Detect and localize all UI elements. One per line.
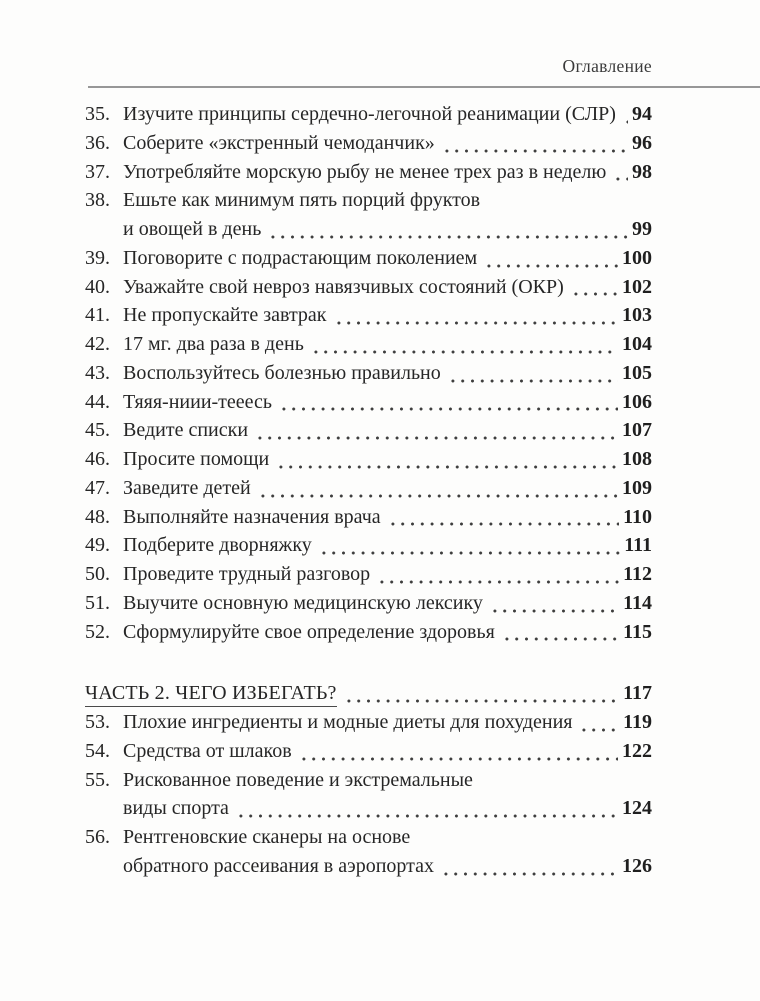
entry-number: 56. [85,826,110,848]
entry-number: 48. [85,505,110,528]
entry-title: Ешьте как минимум пять порций фруктов [123,189,481,212]
entry-number: 38. [85,189,110,212]
entry-page-number: 109 [622,476,652,499]
entry-title: Рентгеновские сканеры на основе [123,826,411,848]
table-of-contents [85,100,652,881]
entry-number: 51. [85,591,110,614]
toc-entry-line [85,330,652,359]
toc-entry-line [85,244,652,273]
entry-number: 42. [85,333,110,355]
toc-entry-line [85,531,652,560]
toc-entry-line [85,737,652,766]
dot-leader [388,503,619,532]
entry-page-number: 100 [622,246,652,269]
entry-title: и овощей в день [123,218,262,240]
entry-number: 52. [85,620,110,643]
entry-number: 35. [85,103,110,125]
section-heading-label: ЧАСТЬ 2. ЧЕГО ИЗБЕГАТЬ? [85,682,337,707]
entry-title: 17 мг. два раза в день [123,333,304,355]
entry-title: Средства от шлаков [123,739,292,762]
dot-leader [258,474,618,503]
entry-title: Ведите списки [123,419,249,442]
entry-number: 46. [85,448,110,470]
entry-title: Употребляйте морскую рыбу не менее трех раз в неделю [123,160,607,183]
entry-page-number: 102 [622,275,652,298]
entry-title: Воспользуйтесь болезнью правильно [123,361,441,384]
entry-page-number: 119 [623,711,652,733]
dot-leader [344,679,619,708]
entry-number: 43. [85,361,110,384]
entry-number: 41. [85,304,110,327]
toc-entry-line [85,388,652,417]
dot-leader [623,100,628,129]
entry-title: Плохие ингредиенты и модные диеты для похудения [123,711,573,733]
entry-page-number: 94 [632,103,652,125]
toc-entry-line [85,823,652,852]
entry-title: Выполняйте назначения врача [123,505,381,528]
entry-page-number: 126 [622,854,652,877]
entry-title: Тяяя-ниии-тееесь [123,390,273,413]
dot-leader [279,388,618,417]
toc-entry-line [85,186,652,215]
toc-section [85,679,652,880]
entry-number: 53. [85,711,110,733]
toc-entry-line [85,589,652,618]
header-rule [88,86,760,88]
entry-page-number: 103 [622,304,652,327]
dot-leader [484,244,618,273]
toc-entry-line [85,359,652,388]
entry-number: 36. [85,131,110,154]
toc-entry-line [85,100,652,129]
dot-leader [442,129,628,158]
dot-leader [377,560,619,589]
entry-number: 44. [85,390,110,413]
section-heading-text [85,679,337,708]
running-head: Оглавление [562,56,652,76]
dot-leader [276,445,618,474]
entry-page-number: 105 [622,361,652,384]
dot-leader [236,794,618,823]
dot-leader [299,737,618,766]
entry-number: 37. [85,160,110,183]
entry-title: Проведите трудный разговор [123,563,371,585]
entry-page-number: 106 [622,390,652,413]
entry-number: 49. [85,534,110,557]
entry-title: Поговорите с подрастающим поколением [123,246,478,269]
toc-entry-line [85,708,652,737]
entry-title: обратного рассеивания в аэропортах [123,854,435,877]
toc-entry-line [85,215,652,244]
toc-entry-line [85,503,652,532]
entry-page-number: 122 [622,739,652,762]
dot-leader [255,416,618,445]
toc-entry-line [85,766,652,795]
entry-page-number: 99 [632,218,652,240]
entry-page-number: 110 [623,505,652,528]
entry-page-number: 107 [622,419,652,442]
toc-entry-line [85,560,652,589]
entry-title: Подберите дворняжку [123,534,312,557]
dot-leader [311,330,618,359]
entry-title: виды спорта [123,797,229,820]
toc-entry-line [85,301,652,330]
toc-entry-line [85,129,652,158]
entry-title: Уважайте свой невроз навязчивых состояний (ОКР) [123,275,564,298]
entry-page-number: 98 [632,160,652,183]
dot-leader [490,589,619,618]
toc-entry-line [85,794,652,823]
entry-number: 54. [85,739,110,762]
entry-title: Не пропускайте завтрак [123,304,327,327]
entry-page-number: 108 [622,448,652,470]
dot-leader [502,618,619,647]
entry-title: Рискованное поведение и экстремальные [123,768,473,791]
entry-page-number: 104 [622,333,652,355]
section-page-number: 117 [623,682,652,705]
toc-entry-line [85,852,652,881]
dot-leader [334,301,618,330]
entry-number: 50. [85,563,110,585]
toc-entry-line [85,474,652,503]
entry-page-number: 111 [624,534,652,557]
entry-number: 47. [85,476,110,499]
entry-title: Просите помощи [123,448,270,470]
entry-number: 40. [85,275,110,298]
entry-page-number: 124 [622,797,652,820]
entry-title: Заведите детей [123,476,251,499]
toc-entry-line [85,273,652,302]
entry-number: 55. [85,768,110,791]
entry-title: Изучите принципы сердечно-легочной реанимации (СЛР) [123,103,616,125]
dot-leader [571,273,618,302]
toc-entry-line [85,416,652,445]
entry-page-number: 115 [623,620,652,643]
section-heading-row [85,679,652,708]
entry-title: Соберите «экстренный чемоданчик» [123,131,435,154]
toc-entry-line [85,618,652,647]
dot-leader [579,708,619,737]
entry-page-number: 114 [623,591,652,614]
entry-title: Сформулируйте свое определение здоровья [123,620,495,643]
toc-entry-line [85,158,652,187]
entry-number: 45. [85,419,110,442]
entry-page-number: 96 [632,131,652,154]
entry-number: 39. [85,246,110,269]
toc-section [85,100,652,646]
toc-entry-line [85,445,652,474]
dot-leader [268,215,628,244]
dot-leader [448,359,618,388]
dot-leader [319,531,620,560]
entry-page-number: 112 [623,563,652,585]
entry-title: Выучите основную медицинскую лексику [123,591,483,614]
dot-leader [613,158,628,187]
dot-leader [441,852,618,881]
